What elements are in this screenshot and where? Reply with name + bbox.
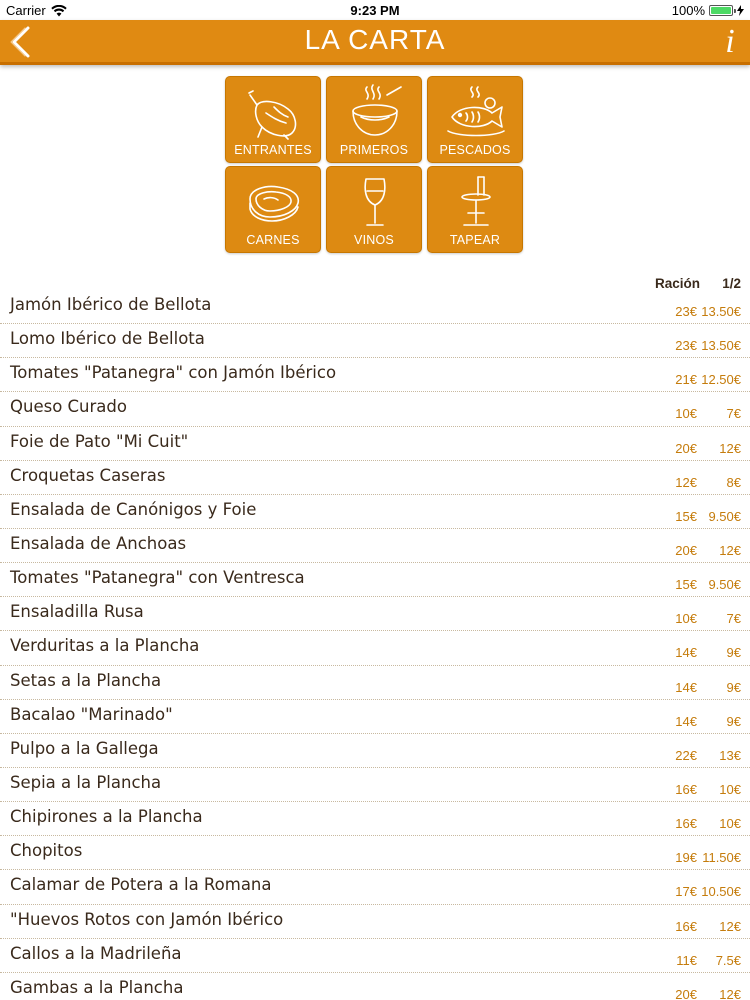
price-racion: 16€ xyxy=(675,918,697,934)
carrier-label: Carrier xyxy=(6,3,46,18)
price-half: 13€ xyxy=(719,747,741,763)
menu-list xyxy=(0,290,750,1000)
menu-item-row[interactable] xyxy=(0,700,750,734)
category-tapear[interactable] xyxy=(427,166,523,253)
menu-item-name: Tomates "Patanegra" con Ventresca xyxy=(10,568,305,588)
menu-item-name: Ensalada de Anchoas xyxy=(10,533,187,553)
menu-item-name: Verduritas a la Plancha xyxy=(10,636,200,656)
menu-item-name: Callos a la Madrileña xyxy=(10,943,182,963)
menu-item-row[interactable] xyxy=(0,973,750,1000)
menu-item-row[interactable] xyxy=(0,529,750,563)
column-header-half: 1/2 xyxy=(722,276,741,291)
price-half: 13.50€ xyxy=(701,304,741,319)
menu-item-name: "Huevos Rotos con Jamón Ibérico xyxy=(10,909,284,929)
menu-item-name: Gambas a la Plancha xyxy=(10,977,184,997)
page-title: LA CARTA xyxy=(304,24,446,55)
fish-plate-icon xyxy=(446,83,506,141)
battery-percent: 100% xyxy=(671,3,705,18)
menu-item-row[interactable] xyxy=(0,666,750,700)
menu-item-name: Ensaladilla Rusa xyxy=(10,602,144,622)
price-racion: 11€ xyxy=(676,952,697,968)
status-time: 9:23 PM xyxy=(350,3,400,18)
price-racion: 14€ xyxy=(675,713,697,729)
price-racion: 14€ xyxy=(675,645,697,661)
price-racion: 10€ xyxy=(675,611,697,627)
menu-item-row[interactable] xyxy=(0,358,750,392)
menu-item-name: Pulpo a la Gallega xyxy=(10,738,159,758)
price-racion: 23€ xyxy=(675,338,697,354)
menu-item-name: Tomates "Patanegra" con Jamón Ibérico xyxy=(10,363,337,383)
category-label: TAPEAR xyxy=(449,233,501,247)
price-half: 12€ xyxy=(719,918,741,934)
menu-item-name: Chipirones a la Plancha xyxy=(10,807,203,827)
menu-item-row[interactable] xyxy=(0,631,750,665)
nav-bar xyxy=(0,20,750,65)
price-racion: 17€ xyxy=(675,884,697,900)
menu-item-row[interactable] xyxy=(0,905,750,939)
menu-item-row[interactable] xyxy=(0,324,750,358)
price-racion: 20€ xyxy=(675,986,697,1000)
status-right xyxy=(672,3,744,18)
status-bar xyxy=(0,0,750,20)
price-racion: 16€ xyxy=(675,816,697,832)
menu-item-name: Setas a la Plancha xyxy=(10,670,162,690)
menu-item-name: Calamar de Potera a la Romana xyxy=(10,875,272,895)
price-racion: 10€ xyxy=(675,406,697,422)
price-half: 12€ xyxy=(719,542,741,558)
menu-item-row[interactable] xyxy=(0,461,750,495)
price-half: 9€ xyxy=(726,713,741,729)
category-pescados[interactable] xyxy=(427,76,523,163)
column-header-racion: Ración xyxy=(654,276,700,291)
charging-bolt-icon xyxy=(737,5,744,16)
category-label: PESCADOS xyxy=(439,143,511,157)
menu-item-name: Chopitos xyxy=(10,841,83,861)
price-half: 11.50€ xyxy=(702,850,741,866)
menu-item-name: Lomo Ibérico de Bellota xyxy=(10,329,205,349)
price-half: 12€ xyxy=(719,986,741,1000)
info-icon[interactable]: i xyxy=(725,23,735,60)
price-half: 10.50€ xyxy=(701,884,741,900)
category-label: PRIMEROS xyxy=(339,143,409,157)
menu-item-name: Sepia a la Plancha xyxy=(10,772,162,792)
price-half: 9€ xyxy=(726,679,741,695)
battery-fill xyxy=(711,7,731,14)
menu-item-row[interactable] xyxy=(0,836,750,870)
menu-item-name: Foie de Pato "Mi Cuit" xyxy=(10,431,189,451)
price-half: 12.50€ xyxy=(701,372,741,388)
price-half: 9€ xyxy=(726,645,741,661)
price-half: 7.5€ xyxy=(715,952,741,968)
menu-item-row[interactable] xyxy=(0,392,750,426)
menu-item-row[interactable] xyxy=(0,563,750,597)
menu-item-row[interactable] xyxy=(0,734,750,768)
menu-item-name: Croquetas Caseras xyxy=(10,465,166,485)
menu-item-row[interactable] xyxy=(0,768,750,802)
price-racion: 21€ xyxy=(675,372,697,388)
category-label: VINOS xyxy=(354,233,394,247)
category-carnes[interactable] xyxy=(225,166,321,253)
ham-leg-icon xyxy=(244,83,304,141)
menu-item-name: Bacalao "Marinado" xyxy=(10,704,173,724)
menu-item-row[interactable] xyxy=(0,802,750,836)
price-half: 9.50€ xyxy=(708,577,741,593)
price-racion: 12€ xyxy=(675,474,697,490)
menu-item-row[interactable] xyxy=(0,939,750,973)
price-racion: 20€ xyxy=(675,440,697,456)
price-half: 8€ xyxy=(726,474,741,490)
menu-item-name: Queso Curado xyxy=(10,397,127,417)
category-primeros[interactable] xyxy=(326,76,422,163)
price-racion: 23€ xyxy=(675,304,697,319)
menu-item-row[interactable] xyxy=(0,290,750,324)
price-half: 10€ xyxy=(719,816,741,832)
price-racion: 15€ xyxy=(675,577,697,593)
steak-icon xyxy=(244,173,304,231)
battery-icon xyxy=(709,5,733,16)
bar-stool-icon xyxy=(446,173,506,231)
price-half: 12€ xyxy=(719,440,741,456)
price-half: 10€ xyxy=(719,781,741,797)
category-label: CARNES xyxy=(246,233,300,247)
battery-tip xyxy=(734,9,736,13)
steaming-bowl-icon xyxy=(345,83,405,141)
wine-glass-icon xyxy=(345,173,405,231)
price-racion: 14€ xyxy=(675,679,697,695)
menu-item-row[interactable] xyxy=(0,870,750,904)
price-racion: 15€ xyxy=(675,508,697,524)
menu-item-name: Jamón Ibérico de Bellota xyxy=(10,295,212,314)
category-entrantes[interactable] xyxy=(225,76,321,163)
price-half: 13.50€ xyxy=(701,338,741,354)
price-racion: 19€ xyxy=(675,850,697,866)
menu-item-name: Ensalada de Canónigos y Foie xyxy=(10,499,257,519)
price-racion: 22€ xyxy=(675,747,697,763)
menu-item-row[interactable] xyxy=(0,427,750,461)
menu-item-row[interactable] xyxy=(0,597,750,631)
price-half: 7€ xyxy=(726,611,741,627)
price-racion: 16€ xyxy=(675,781,697,797)
price-half: 9.50€ xyxy=(708,508,741,524)
menu-item-row[interactable] xyxy=(0,495,750,529)
category-label: ENTRANTES xyxy=(234,143,312,157)
price-half: 7€ xyxy=(726,406,741,422)
price-racion: 20€ xyxy=(675,542,697,558)
category-vinos[interactable] xyxy=(326,166,422,253)
category-grid xyxy=(225,76,525,253)
